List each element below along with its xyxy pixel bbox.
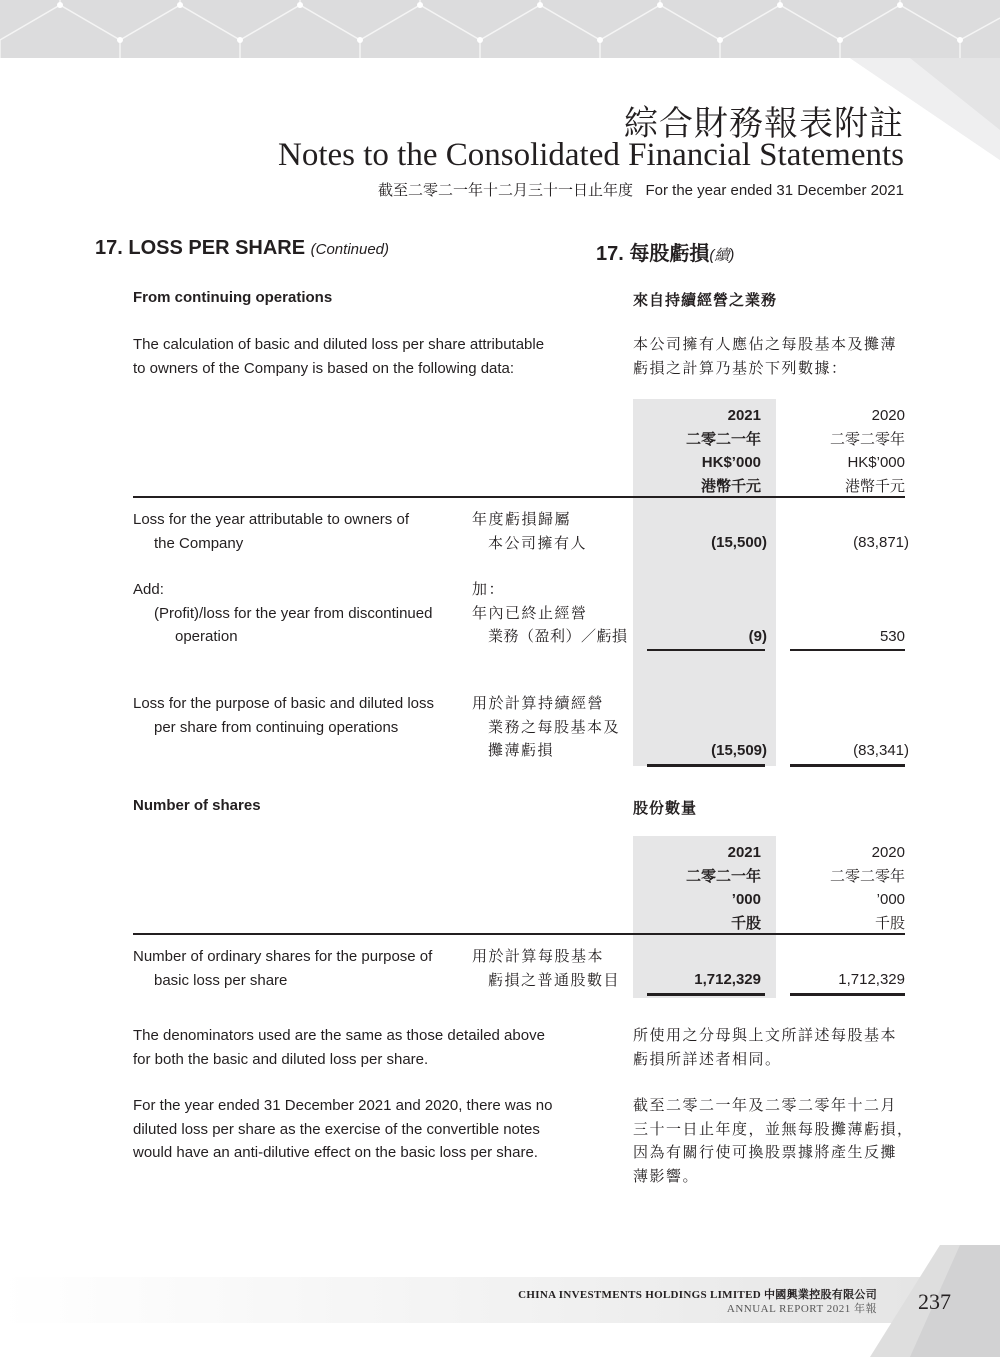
column-unit-chinese: 港幣千元: [844, 477, 905, 495]
section-number: 17.: [95, 237, 123, 259]
note-line: 因為有關行使可換股票據將產生反攤: [633, 1144, 898, 1161]
add-label-chinese: 加：: [472, 581, 506, 598]
column-unit-chinese: 千股: [874, 914, 905, 932]
period-subtitle: [378, 179, 904, 200]
continuing-ops-heading-chinese: 來自持續經營之業務: [633, 292, 778, 309]
row-label-chinese: 年內已終止經營: [472, 604, 588, 622]
row-label: (Profit)/loss for the year from discontinued: [154, 604, 433, 622]
section-title: LOSS PER SHARE: [128, 237, 306, 259]
table-row-continuing-loss: [133, 692, 434, 739]
note-line: The denominators used are the same as those detailed above: [133, 1027, 545, 1044]
column-year: 2020: [871, 407, 905, 424]
period-subtitle-chinese: 截至二零二一年十二月三十一日止年度: [377, 182, 633, 199]
table2-header-2021: [633, 841, 761, 935]
subtotal-rule-2020: [790, 649, 905, 651]
shares-heading-chinese: 股份數量: [633, 800, 698, 817]
calculation-intro-line: 虧損之計算乃基於下列數據：: [633, 359, 848, 377]
table-row-discontinued: [133, 578, 432, 649]
denominators-note-chinese: [633, 1024, 897, 1071]
row-label: Loss for the year attributable to owners of: [133, 511, 409, 528]
table-row-loss-for-year-chinese: [472, 508, 587, 555]
footer-company-name: CHINA INVESTMENTS HOLDINGS LIMITED 中國興業控股有限公司: [518, 1289, 877, 1301]
value-2020: 1,712,329: [838, 971, 905, 988]
table-row-loss-for-year: [133, 508, 409, 555]
column-unit: ’000: [876, 891, 905, 908]
table2-header-2020: [776, 841, 905, 935]
note-line: 截至二零二一年及二零二零年十二月: [633, 1097, 898, 1114]
subtotal-rule-2021: [647, 649, 765, 651]
row-label: operation: [175, 628, 238, 645]
table-row-ordinary-shares: [133, 945, 432, 992]
value-2021: 1,712,329: [694, 971, 761, 988]
calculation-intro: [133, 333, 573, 380]
table1-header-2020: [776, 404, 905, 498]
note-line: For the year ended 31 December 2021 and 2020, there was no: [133, 1097, 553, 1114]
value-2021: (15,500): [711, 534, 767, 551]
table-row-ordinary-shares-chinese: [472, 945, 620, 992]
column-year-chinese: 二零二零年: [829, 430, 905, 448]
anti-dilutive-note-chinese: [633, 1094, 914, 1188]
total-rule-2021: [647, 764, 765, 767]
footer-report-title: ANNUAL REPORT 2021 年報: [726, 1303, 877, 1315]
row-label: the Company: [154, 534, 244, 552]
note-line: diluted loss per share as the exercise of the convertible notes: [133, 1120, 540, 1138]
anti-dilutive-note: [133, 1094, 552, 1165]
section-heading-chinese: [596, 237, 734, 266]
row-label-chinese: 年度虧損歸屬: [472, 511, 572, 528]
section-heading: [95, 237, 389, 260]
column-unit-chinese: 港幣千元: [700, 477, 761, 495]
row-label-chinese: 業務（盈利）／虧損: [488, 628, 628, 645]
row-label-chinese: 本公司擁有人: [488, 534, 588, 552]
note-line: for both the basic and diluted loss per share.: [133, 1050, 429, 1068]
denominators-note: [133, 1024, 545, 1071]
column-unit: HK$’000: [701, 454, 761, 471]
column-year: 2021: [727, 844, 761, 861]
table1-header-2021: [633, 404, 761, 498]
row-label-chinese: 用於計算每股基本: [472, 948, 605, 965]
section-title-chinese: 每股虧損: [629, 243, 710, 265]
table1-header-rule: [133, 496, 905, 498]
period-subtitle-english: For the year ended 31 December 2021: [645, 182, 904, 199]
section-continued-chinese: (續): [709, 247, 735, 264]
page-title: Notes to the Consolidated Financial Statements: [278, 137, 904, 173]
column-unit-chinese: 千股: [730, 914, 761, 932]
calculation-intro-line: The calculation of basic and diluted loss per share attributable: [133, 336, 545, 353]
continuing-ops-heading: From continuing operations: [133, 289, 333, 306]
column-year: 2020: [871, 844, 905, 861]
shares-heading: Number of shares: [133, 797, 261, 814]
row-label-chinese: 用於計算持續經營: [472, 695, 605, 712]
column-unit: HK$’000: [847, 454, 905, 471]
page-title-chinese: 綜合財務報表附註: [624, 104, 904, 144]
column-unit: ’000: [731, 891, 761, 908]
note-line: 所使用之分母與上文所詳述每股基本: [633, 1027, 898, 1044]
table-row-discontinued-chinese: [472, 578, 628, 649]
row-label: basic loss per share: [154, 971, 288, 989]
value-2020: 530: [879, 628, 905, 645]
section-continued: (Continued): [310, 241, 390, 258]
total-rule-2021: [647, 993, 765, 996]
note-line: 三十一日止年度，並無每股攤薄虧損，: [633, 1120, 914, 1138]
value-2021: (15,509): [711, 742, 767, 759]
section-number-chinese: 17.: [596, 243, 624, 265]
value-2020: (83,341): [853, 742, 909, 759]
table-row-continuing-loss-chinese: [472, 692, 620, 763]
calculation-intro-line: to owners of the Company is based on the following data:: [133, 359, 515, 377]
total-rule-2020: [790, 764, 905, 767]
row-label-chinese: 業務之每股基本及: [488, 718, 621, 736]
row-label: per share from continuing operations: [154, 718, 399, 736]
row-label: Loss for the purpose of basic and diluted loss: [133, 695, 435, 712]
table2-header-rule: [133, 933, 905, 935]
value-2021: (9): [748, 628, 767, 645]
row-label-chinese: 攤薄虧損: [488, 742, 555, 759]
total-rule-2020: [790, 993, 905, 996]
column-year: 2021: [727, 407, 761, 424]
column-year-chinese: 二零二零年: [829, 867, 905, 885]
column-year-chinese: 二零二一年: [685, 430, 761, 448]
row-label-chinese: 虧損之普通股數目: [488, 971, 621, 989]
calculation-intro-chinese: [633, 333, 897, 380]
note-line: 薄影響。: [633, 1167, 700, 1185]
note-line: would have an anti-dilutive effect on the basic loss per share.: [133, 1144, 538, 1161]
value-2020: (83,871): [853, 534, 909, 551]
note-line: 虧損所詳述者相同。: [633, 1050, 782, 1068]
calculation-intro-line: 本公司擁有人應佔之每股基本及攤薄: [633, 336, 898, 353]
page-number: 237: [918, 1289, 951, 1314]
column-year-chinese: 二零二一年: [685, 867, 761, 885]
row-label: Number of ordinary shares for the purpose of: [133, 948, 433, 965]
add-label: Add:: [133, 581, 164, 598]
